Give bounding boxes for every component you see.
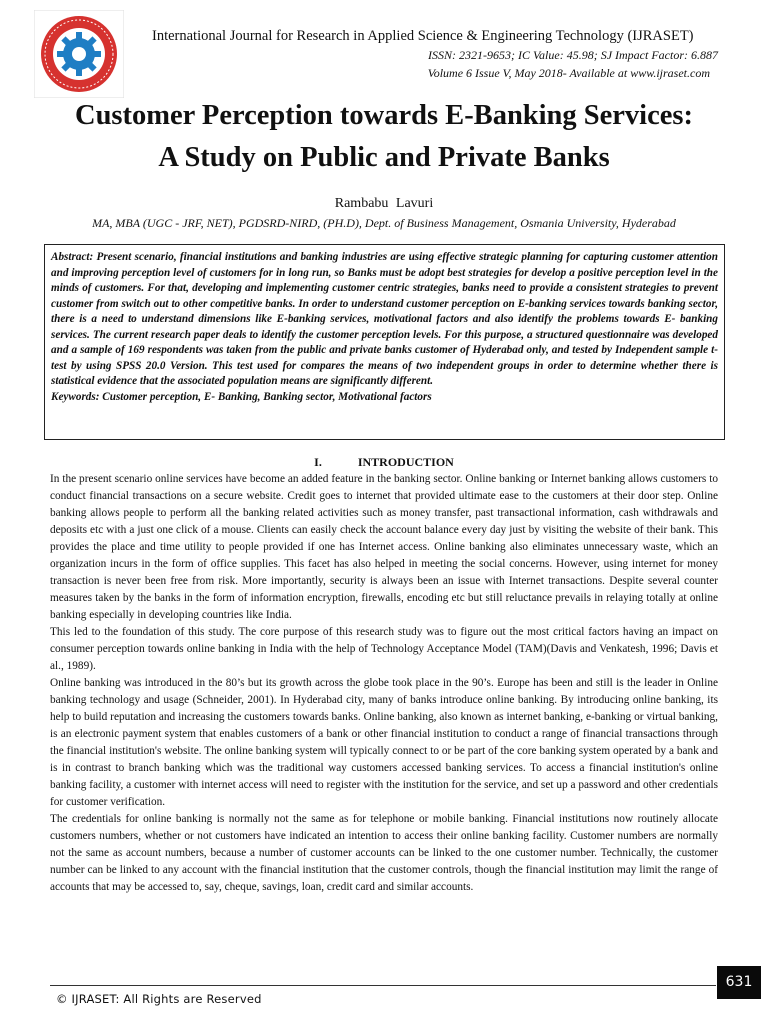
footer-divider bbox=[50, 985, 716, 986]
introduction-body bbox=[50, 471, 718, 896]
abstract-text: Abstract: Present scenario, financial institutions and banking industries are using effective strategic planning for capturing customer attention and improving perception level of customers for in long run, so Banks must be adopt best strategies for develop a positive perception level in the minds of customers. For that, developing and implementing customer centric strategies, banks need to provide a consistent strategies to prevent customer from switch out to other competitive banks. In order to understand customer perception on E-banking services towards banking sector, there is a need to understand dimensions like E-banking services, motivational factors and also identify the problems towards E- banking services. The current research paper deals to identify the customer perception levels. For this purpose, a structured questionnaire was developed and a sample of 169 respondents was taken from the public and private banks customer of Hyderabad only, and tested by Independent sample t- test by using SPSS 20.0 Version. This test used for compares the means of two independent groups in order to determine whether there is statistical evidence that the associated population means are significantly different. bbox=[51, 251, 718, 387]
paper-title-line-2: A Study on Public and Private Banks bbox=[158, 142, 610, 173]
issn-line: ISSN: 2321-9653; IC Value: 45.98; SJ Impact Factor: 6.887 bbox=[428, 48, 718, 62]
paragraph: The credentials for online banking is normally not the same as for telephone or mobile banking. Financial institutions now routinely allocate customers numbers, whether or not customers have indicated an intention to access their online banking facility. Customer numbers are normally not the same as account numbers, because a number of customer accounts can be linked to the one customer number. Technically, the customer number can be linked to any account with the financial institution that the customer controls, though the financial institution may limit the range of accounts that may be accessed to, say, cheque, savings, loan, credit card and similar accounts. bbox=[50, 813, 718, 893]
section-title: INTRODUCTION bbox=[357, 455, 454, 469]
journal-name: International Journal for Research in Applied Science & Engineering Technology (IJRASET) bbox=[152, 28, 694, 44]
paper-title-line-1: Customer Perception towards E-Banking Services: bbox=[75, 100, 693, 131]
paragraph: Online banking was introduced in the 80’s but its growth across the globe took place in the 90’s. Europe has been and still is the leader in Online banking technology and usage (Schneider, 2001). In Hyderabad city, many of banks introduce online banking. By introducing online banking, its help to build reputation and increasing the customers towards banks. Online banking, also known as internet banking, e-banking or virtual banking, is an electronic payment system that enables customers of a bank or other financial institution to conduct a range of financial transactions through the financial institution's website. The online banking system will typically connect to or be part of the core banking system operated by a bank and is in contrast to branch banking which was the traditional way customers accessed banking services. To access a financial institution's online banking facility, a customer with internet access will need to register with the institution for the service, and set up a password and other credentials for customer verification. bbox=[50, 677, 718, 808]
section-number: I. bbox=[314, 455, 322, 469]
journal-logo bbox=[34, 10, 124, 98]
volume-line: Volume 6 Issue V, May 2018- Available at www.ijraset.com bbox=[427, 66, 710, 80]
journal-seal-gear-icon bbox=[34, 10, 124, 98]
copyright-notice: © IJRASET: All Rights are Reserved bbox=[56, 992, 262, 1006]
abstract-box bbox=[44, 244, 725, 440]
page-number: 631 bbox=[717, 966, 761, 999]
paragraph: In the present scenario online services have become an added feature in the banking sector. Online banking or Internet banking allows customers to conduct financial transactions on a secure website. Credit goes to internet that provided ultimate ease to the customers at their door step. Online banking allows people to perform all the banking related activities such as money transfer, past transactional information, cash withdrawals and deposits etc with a just one click of a mouse. Clients can easily check the account balance every day just by visiting the website of their bank. This provides the place and time utility to people provided if one has Internet access. Online banking also eliminates unnecessary waste, which an organization incurs in the form of office supplies. This facet has also helped in meeting the social concerns. However, using internet for money transaction is never been free from risk. More importantly, security is always been an issue with Internet transactions. Despite several counter measures taken by the banks in the form of information encryption, firewalls, encoding etc but still reluctance prevails in relaying totally at online banking especially in developing countries like India. bbox=[50, 473, 718, 621]
author-name: Rambabu Lavuri bbox=[334, 196, 434, 211]
paragraph: This led to the foundation of this study. The core purpose of this research study was to figure out the most critical factors having an impact on consumer perception towards online banking in India with the help of Technology Acceptance Model (TAM)(Davis and Venkatesh, 1996; Davis et al., 1989). bbox=[50, 626, 718, 672]
author-affiliation: MA, MBA (UGC - JRF, NET), PGDSRD-NIRD, (PH.D), Dept. of Business Management, Osmania University, Hyderabad bbox=[92, 216, 676, 230]
keywords: Keywords: Customer perception, E- Banking, Banking sector, Motivational factors bbox=[51, 390, 432, 403]
section-heading bbox=[0, 455, 768, 470]
